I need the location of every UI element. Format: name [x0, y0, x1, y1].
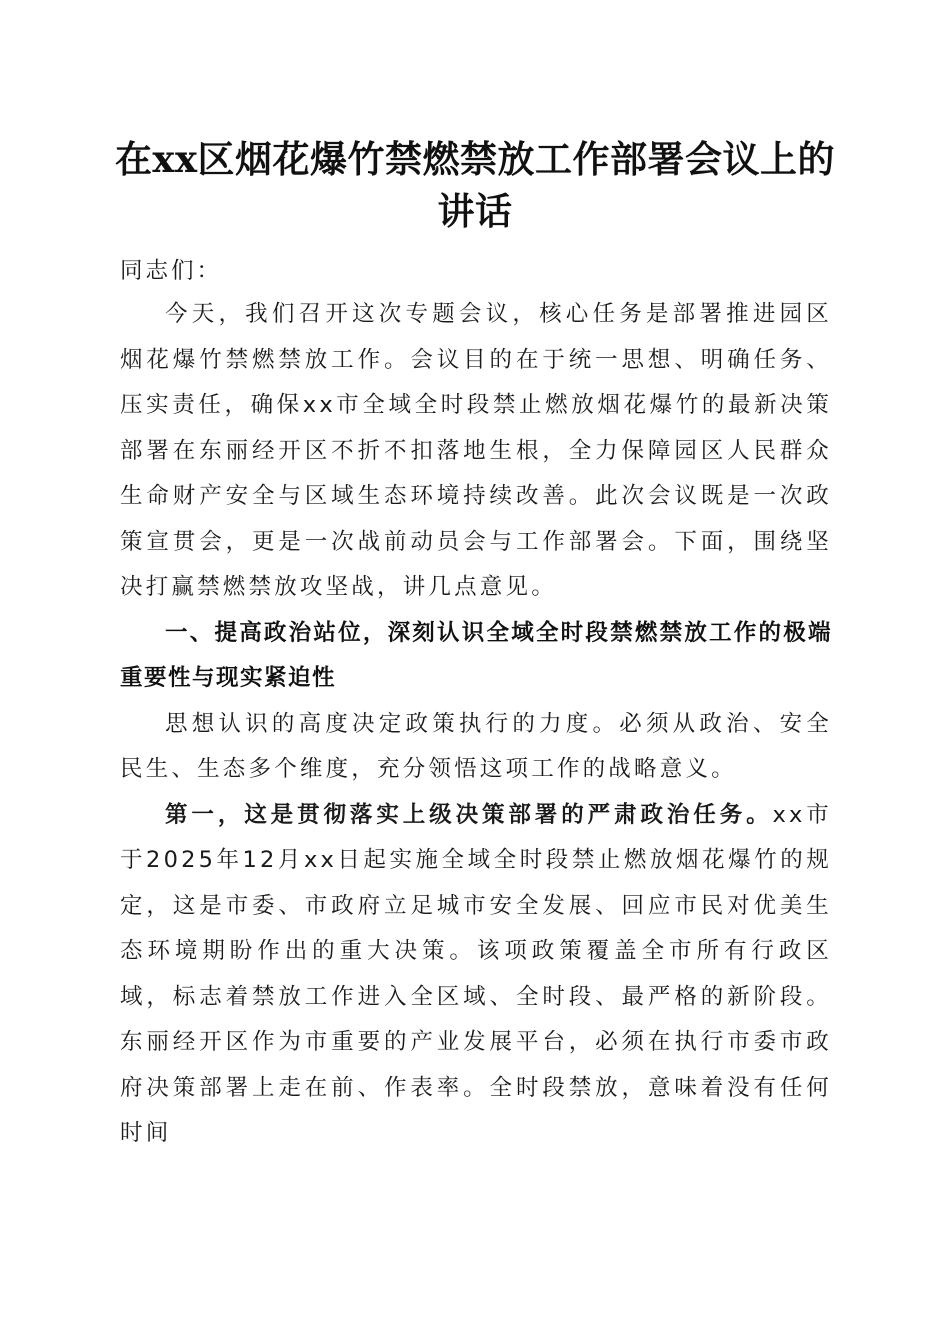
- title-line-2: 讲话: [437, 189, 513, 233]
- document-title: [100, 133, 850, 237]
- point-1-paragraph: [120, 793, 832, 1157]
- section-1-heading: 一、提高政治站位，深刻认识全域全时段禁燃禁放工作的极端重要性与现实紧迫性: [120, 619, 832, 691]
- salutation: 同志们：: [120, 258, 223, 284]
- intro-paragraph: 今天，我们召开这次专题会议，核心任务是部署推进园区烟花爆竹禁燃禁放工作。会议目的在于统一思想、明确任务、压实责任，确保xx市全域全时段禁止燃放烟花爆竹的最新决策部署在东丽经开区不折不扣落地生根，全力保障园区人民群众生命财产安全与区域生态环境持续改善。此次会议既是一次政策宣贯会，更是一次战前动员会与工作部署会。下面，围绕坚决打赢禁燃禁放攻坚战，讲几点意见。: [120, 301, 832, 600]
- title-line-1: 在xx区烟花爆竹禁燃禁放工作部署会议上的: [114, 137, 836, 181]
- point-1-lead: 第一，这是贯彻落实上级决策部署的严肃政治任务。: [165, 801, 773, 828]
- section-1-paragraph: 思想认识的高度决定政策执行的力度。必须从政治、安全民生、生态多个维度，充分领悟这项工作的战略意义。: [120, 710, 832, 782]
- point-1-body: xx市于2025年12月xx日起实施全域全时段禁止燃放烟花爆竹的规定，这是市委、市政府立足城市安全发展、回应市民对优美生态环境期盼作出的重大决策。该项政策覆盖全市所有行政区域，标志着禁放工作进入全区域、全时段、最严格的新阶段。东丽经开区作为市重要的产业发展平台，必须在执行市委市政府决策部署上走在前、作表率。全时段禁放，意味着没有任何时间: [120, 801, 832, 1146]
- document-body: [120, 250, 832, 1157]
